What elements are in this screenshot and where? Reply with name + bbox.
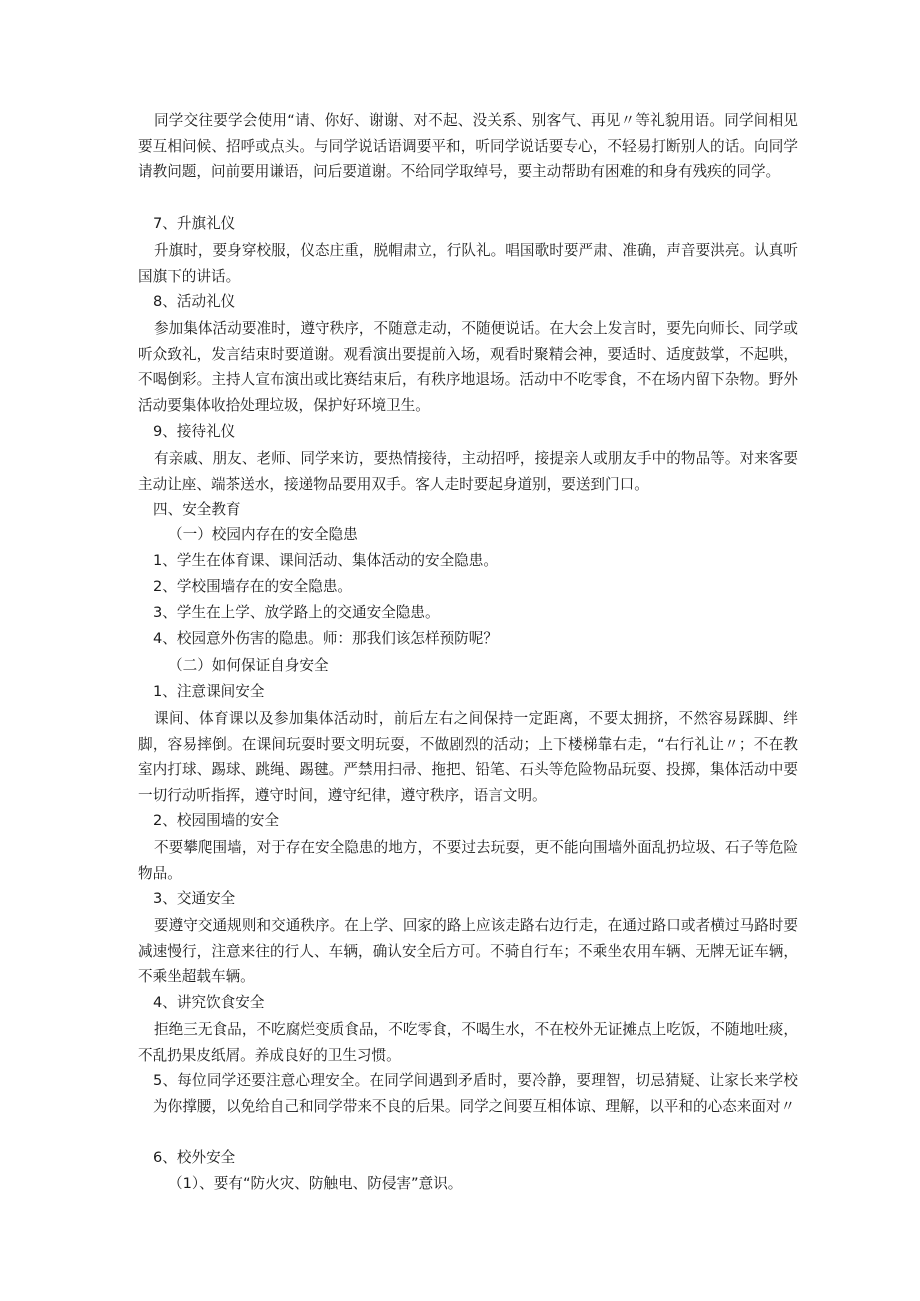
heading-reception-etiquette: 9、接待礼仪 <box>153 423 236 440</box>
paragraph-mental-safety: 5、每位同学还要注意心理安全。在同学间遇到矛盾时，要冷静，要理智，切忌猜疑、让家长来学校为你撑腰，以免给自己和同学带来不良的后果。同学之间要互相体谅、理解，以平和的心态来面对〃 <box>153 1072 798 1115</box>
heading-safety-education: 四、安全教育 <box>153 501 241 518</box>
paragraph-traffic-safety: 要遵守交通规则和交通秩序。在上学、回家的路上应该走路右边行走，在通过路口或者横过马路时要减速慢行，注意来往的行人、车辆，确认安全后方可。不骑自行车；不乘坐农用车辆、无牌无证车辆，不乘坐超载车辆。 <box>138 917 798 986</box>
paragraph-food-safety: 拒绝三无食品，不吃腐烂变质食品，不吃零食，不喝生水，不在校外无证摊点上吃饭，不随地吐痰，不乱扔果皮纸屑。养成良好的卫生习惯。 <box>138 1021 798 1064</box>
paragraph-flag-raising: 升旗时，要身穿校服，仪态庄重，脱帽肃立，行队礼。唱国歌时要严肃、准确，声音要洪亮。认真听国旗下的讲话。 <box>138 242 798 285</box>
list-item-hazard-4: 4、校园意外伤害的隐患。师：那我们该怎样预防呢？ <box>153 630 498 647</box>
list-item-hazard-3: 3、学生在上学、放学路上的交通安全隐患。 <box>153 604 440 621</box>
list-item-hazard-2: 2、学校围墙存在的安全隐患。 <box>153 578 353 595</box>
paragraph-activity: 参加集体活动要准时，遵守秩序，不随意走动，不随便说话。在大会上发言时，要先向师长、同学或听众致礼，发言结束时要道谢。观看演出要提前入场，观看时聚精会神，要适时、适度鼓掌，不起哄，不喝倒彩。主持人宣布演出或比赛结束后，有秩序地退场。活动中不吃零食，不在场内留下杂物。野外活动要集体收拾处理垃圾，保护好环境卫生。 <box>138 320 798 414</box>
heading-break-safety: 1、注意课间安全 <box>153 683 265 700</box>
heading-offcampus-safety: 6、校外安全 <box>153 1149 236 1166</box>
heading-traffic-safety: 3、交通安全 <box>153 890 236 907</box>
subheading-fire-electric-awareness: （1）、要有“防火灾、防触电、防侵害”意识。 <box>168 1175 463 1192</box>
subheading-campus-hazards: （一）校园内存在的安全隐患 <box>168 526 358 543</box>
list-item-hazard-1: 1、学生在体育课、课间活动、集体活动的安全隐患。 <box>153 552 498 569</box>
heading-flag-raising-etiquette: 7、升旗礼仪 <box>153 215 236 232</box>
paragraph-break-safety: 课间、体育课以及参加集体活动时，前后左右之间保持一定距离，不要太拥挤，不然容易踩脚、绊脚，容易摔倒。在课间玩耍时要文明玩耍，不做剧烈的活动；上下楼梯靠右走，“右行礼让〃；不在教室内打球、踢球、跳绳、踢毽。严禁用扫帚、拖把、铅笔、石头等危险物品玩耍、投掷，集体活动中要一切行动听指挥，遵守时间，遵守纪律，遵守秩序，语言文明。 <box>138 710 798 804</box>
paragraph-wall-safety: 不要攀爬围墙，对于存在安全隐患的地方，不要过去玩耍，更不能向围墙外面乱扔垃圾、石子等危险物品。 <box>138 839 798 882</box>
paragraph-reception: 有亲戚、朋友、老师、同学来访，要热情接待，主动招呼，接提亲人或朋友手中的物品等。对来客要主动让座、端茶送水，接递物品要用双手。客人走时要起身道别，要送到门口。 <box>138 450 798 493</box>
heading-food-safety: 4、讲究饮食安全 <box>153 994 265 1011</box>
subheading-self-safety: （二）如何保证自身安全 <box>168 657 329 674</box>
paragraph-greeting-etiquette: 同学交往要学会使用“请、你好、谢谢、对不起、没关系、别客气、再见〃等礼貌用语。同学间相见要互相问候、招呼或点头。与同学说话语调要平和，听同学说话要专心，不轻易打断别人的话。向同学请教问题，问前要用谦语，问后要道谢。不给同学取绰号，要主动帮助有困难的和身有残疾的同学。 <box>138 112 798 181</box>
heading-wall-safety: 2、校园围墙的安全 <box>153 812 280 829</box>
heading-activity-etiquette: 8、活动礼仪 <box>153 293 236 310</box>
